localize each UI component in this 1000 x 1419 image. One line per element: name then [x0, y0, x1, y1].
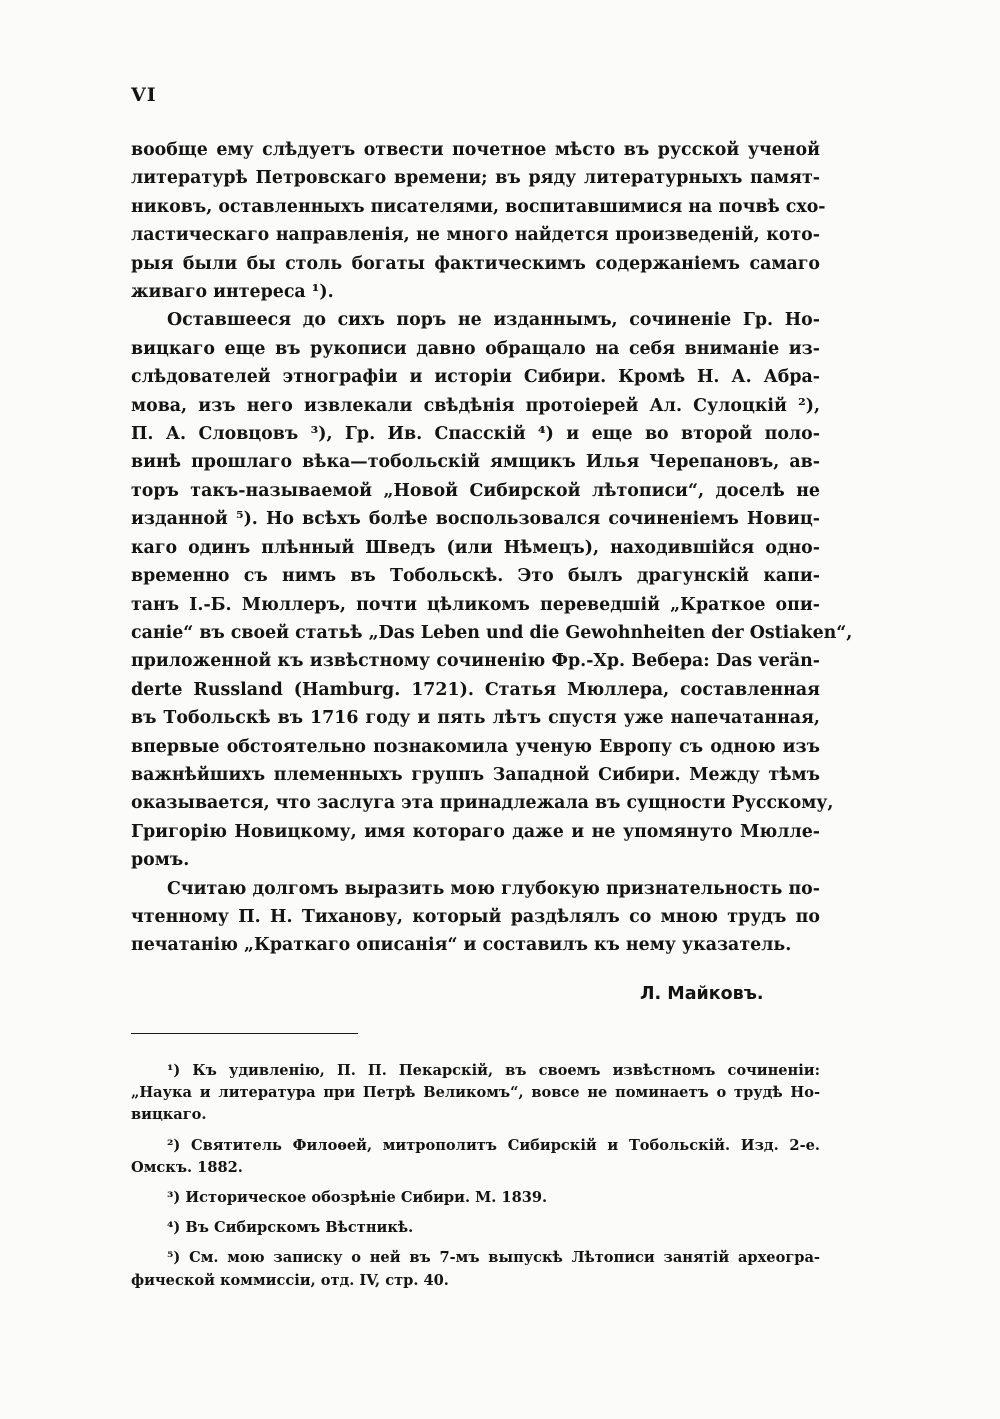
text-line: derte Russland (Hamburg. 1721). Статья Мюллера, составленная [131, 679, 820, 700]
text-line: каго одинъ плѣнный Шведъ (или Нѣмецъ), находившійся одно- [131, 537, 820, 558]
paragraph-3 [131, 875, 820, 960]
text-line: саніе“ въ своей статьѣ „Das Leben und die Gewohnheiten der Ostiaken“, [131, 622, 853, 643]
footnote-line: ³) Историческое обозрѣніе Сибири. М. 1839. [167, 1189, 548, 1207]
footnote-5 [131, 1247, 820, 1291]
text-line: приложенной къ извѣстному сочиненію Фр.-Хр. Вебера: Das verän- [131, 651, 820, 672]
footnotes [131, 1060, 820, 1292]
text-line: П. А. Словцовъ ³), Гр. Ив. Спасскій ⁴) и еще во второй поло- [131, 424, 820, 445]
text-line: важнѣйшихъ племенныхъ группъ Западной Сибири. Между тѣмъ [131, 764, 820, 785]
text-line: литературѣ Петровскаго времени; въ ряду литературныхъ памят- [131, 168, 820, 189]
footnote-line: ²) Святитель Филоѳей, митрополитъ Сибирскій и Тобольскій. Изд. 2-е. [167, 1136, 820, 1154]
text-line: винѣ прошлаго вѣка—тобольскій ямщикъ Илья Черепановъ, ав- [131, 452, 820, 473]
text-line: мова, изъ него извлекали свѣдѣнія протоіерей Ал. Сулоцкій ²), [131, 395, 820, 416]
text-line: торъ такъ-называемой „Новой Сибирской лѣтописи“, доселѣ не [131, 480, 820, 501]
paragraph-1 [131, 136, 826, 306]
footnote-1 [131, 1060, 820, 1127]
text-line: вообще ему слѣдуетъ отвести почетное мѣсто въ русской ученой [131, 140, 820, 160]
text-line: въ Тобольскѣ въ 1716 году и пять лѣтъ спустя уже напечатанная, [131, 708, 820, 729]
footnote-3 [131, 1187, 820, 1209]
text-line: вицкаго еще въ рукописи давно обращало на себя вниманіе из- [131, 338, 820, 359]
footnote-rule [131, 1033, 358, 1034]
text-line: рыя были бы столь богаты фактическимъ содержаніемъ самаго [131, 253, 820, 274]
author-signature: Л. Майковъ. [640, 984, 764, 1004]
text-line: никовъ, оставленныхъ писателями, воспитавшимися на почвѣ схо- [131, 196, 826, 217]
footnote-line: „Наука и литература при Петрѣ Великомъ“, вовсе не поминаетъ о трудѣ Но- [131, 1084, 820, 1102]
text-line: ластическаго направленія, не много найдется произведеній, кото- [131, 225, 820, 246]
text-line: слѣдователей этнографіи и исторіи Сибири. Кромѣ Н. А. Абра- [131, 367, 820, 388]
text-line: изданной ⁵). Но всѣхъ болѣе воспользовался сочиненіемъ Новиц- [131, 509, 820, 530]
page-number: VI [131, 84, 157, 106]
text-line: печатанію „Краткаго описанія“ и составилъ къ нему указатель. [131, 935, 792, 956]
paragraph-2 [131, 306, 853, 874]
text-line: ромъ. [131, 850, 190, 871]
text-line: танъ І.-Б. Мюллеръ, почти цѣликомъ переведшій „Краткое опи- [131, 594, 820, 615]
footnote-line: ¹) Къ удивленію, П. П. Пекарскій, въ своемъ извѣстномъ сочиненіи: [167, 1062, 820, 1079]
footnote-line: Омскъ. 1882. [131, 1158, 243, 1176]
text-line: Считаю долгомъ выразить мою глубокую признательность по- [167, 878, 820, 899]
main-text [131, 136, 853, 960]
text-line: Оставшееся до сихъ поръ не изданнымъ, сочиненіе Гр. Но- [167, 310, 820, 331]
text-line: временно съ нимъ въ Тобольскѣ. Это былъ драгунскій капи- [131, 566, 820, 587]
text-line: чтенному П. Н. Тиханову, который раздѣлялъ со мною трудъ по [131, 906, 820, 927]
footnote-2 [131, 1135, 820, 1179]
footnote-line: ⁴) Въ Сибирскомъ Вѣстникѣ. [167, 1219, 414, 1237]
footnote-4 [131, 1217, 820, 1239]
text-line: оказывается, что заслуга эта принадлежала въ сущности Русскому, [131, 793, 834, 814]
footnote-line: вицкаго. [131, 1106, 207, 1124]
text-line: живаго интереса ¹). [131, 282, 334, 303]
footnote-line: ⁵) См. мою записку о ней въ 7-мъ выпускѣ Лѣтописи занятій археогра- [167, 1249, 820, 1267]
footnote-line: фической коммиссіи, отд. IV, стр. 40. [131, 1271, 449, 1289]
text-line: Григорію Новицкому, имя котораго даже и не упомянуто Мюлле- [131, 821, 820, 842]
text-line: впервые обстоятельно познакомила ученую Европу съ одною изъ [131, 736, 820, 757]
